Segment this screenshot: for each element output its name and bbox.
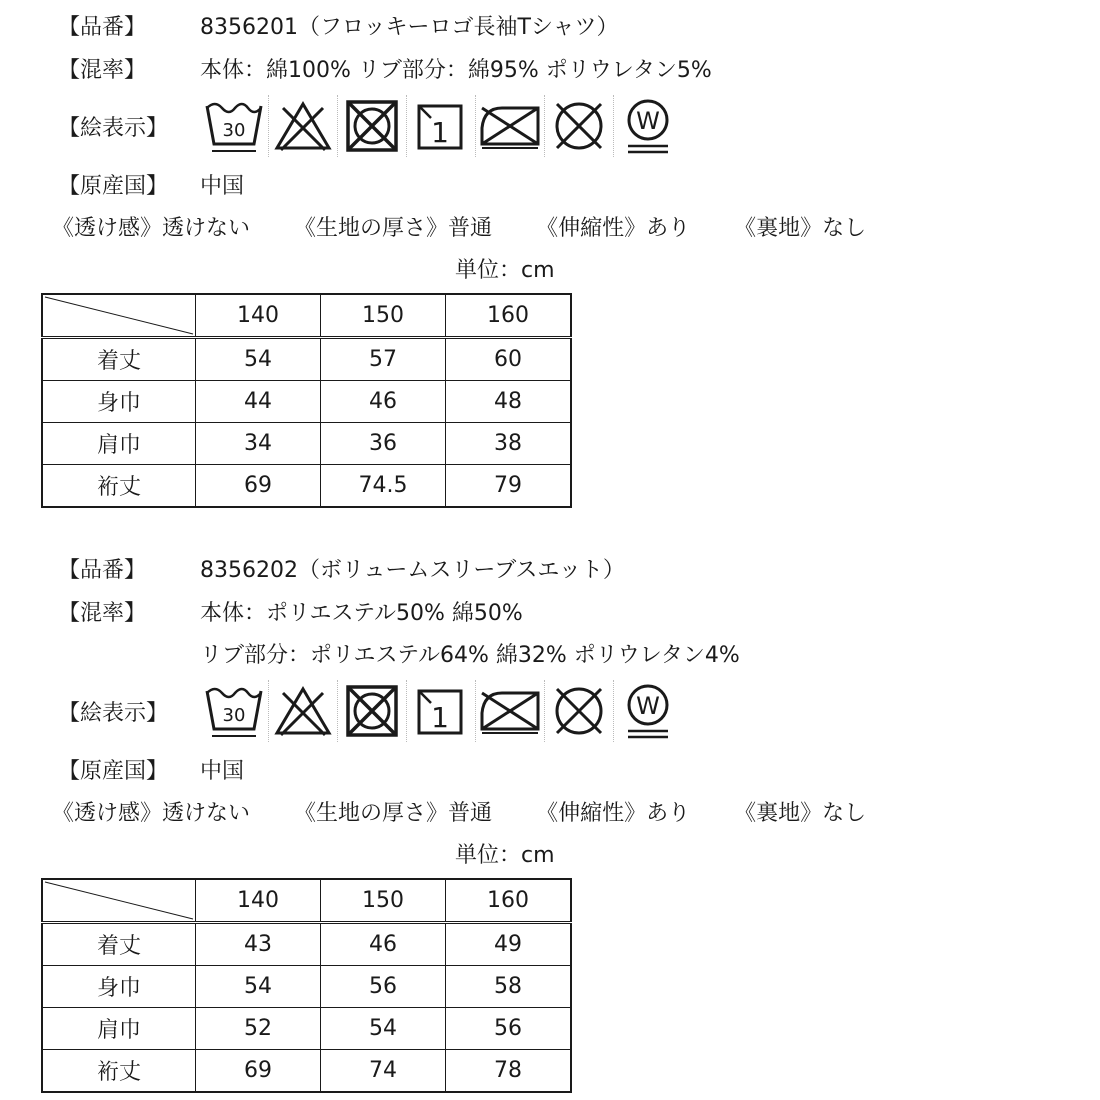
wash-30-icon: [200, 680, 268, 742]
row-label: 裄丈: [42, 465, 196, 508]
wet-clean-letter: W: [636, 107, 660, 135]
table-row: [42, 338, 571, 381]
size-col-140: 140: [196, 294, 321, 338]
care-icons: [200, 95, 682, 157]
table-cell: 74: [321, 1050, 446, 1093]
origin-value: 中国: [200, 759, 245, 784]
see-through-label: 《透け感》: [52, 216, 163, 241]
table-cell: 38: [446, 423, 572, 465]
size-table: [41, 878, 572, 1093]
row-label: 肩巾: [42, 1008, 196, 1050]
line-dry-number: 1: [431, 116, 449, 149]
table-cell: 56: [446, 1008, 572, 1050]
material-label: 【混率】: [58, 58, 147, 83]
table-cell: 57: [321, 338, 446, 381]
thickness-value: 普通: [448, 216, 493, 241]
material-label: 【混率】: [58, 601, 147, 626]
row-label: 肩巾: [42, 423, 196, 465]
no-tumble-dry-icon: [337, 680, 406, 742]
table-cell: 74.5: [321, 465, 446, 508]
table-row: [42, 923, 571, 966]
table-cell: 69: [196, 1050, 321, 1093]
table-cell: 52: [196, 1008, 321, 1050]
wash-temp-text: 30: [222, 120, 246, 141]
table-cell: 54: [321, 1008, 446, 1050]
care-label: 【絵表示】: [58, 701, 169, 726]
see-through-value: 透けない: [162, 216, 251, 241]
no-dry-clean-icon: [544, 680, 613, 742]
size-table: [41, 293, 572, 508]
row-label: 着丈: [42, 338, 196, 381]
row-label: 身巾: [42, 381, 196, 423]
table-row: [42, 1008, 571, 1050]
care-label: 【絵表示】: [58, 116, 169, 141]
origin-label: 【原産国】: [58, 759, 169, 784]
care-icons: [200, 680, 682, 742]
table-cell: 58: [446, 966, 572, 1008]
table-row: [42, 381, 571, 423]
table-cell: 43: [196, 923, 321, 966]
product-block-2: [0, 543, 1100, 1093]
table-cell: 48: [446, 381, 572, 423]
material-line-1: 本体：綿100% リブ部分：綿95% ポリウレタン5%: [200, 58, 712, 83]
row-label: 裄丈: [42, 1050, 196, 1093]
origin-label: 【原産国】: [58, 174, 169, 199]
table-cell: 46: [321, 923, 446, 966]
wash-30-icon: [200, 95, 268, 157]
table-row: [42, 423, 571, 465]
size-col-160: 160: [446, 879, 572, 923]
line-dry-icon: [406, 95, 475, 157]
item-no-label: 【品番】: [58, 15, 147, 40]
unit-label: 単位：cm: [455, 843, 555, 868]
lining-label: 《裏地》: [734, 801, 823, 826]
size-col-140: 140: [196, 879, 321, 923]
unit-label: 単位：cm: [455, 258, 555, 283]
material-line-1: 本体：ポリエステル50% 綿50%: [200, 601, 523, 626]
diagonal-line: [43, 295, 195, 336]
size-col-150: 150: [321, 879, 446, 923]
thickness-value: 普通: [448, 801, 493, 826]
thickness-label: 《生地の厚さ》: [294, 801, 449, 826]
table-row: [42, 1050, 571, 1093]
table-row: [42, 966, 571, 1008]
item-no-label: 【品番】: [58, 558, 147, 583]
size-table-header: [42, 294, 571, 338]
thickness-label: 《生地の厚さ》: [294, 216, 449, 241]
diagonal-line: [43, 880, 195, 921]
table-cell: 44: [196, 381, 321, 423]
table-cell: 54: [196, 966, 321, 1008]
fabric-properties: [52, 214, 866, 244]
size-col-160: 160: [446, 294, 572, 338]
table-cell: 54: [196, 338, 321, 381]
no-bleach-icon: [268, 95, 337, 157]
no-bleach-icon: [268, 680, 337, 742]
stretch-value: あり: [646, 801, 691, 826]
no-tumble-dry-icon: [337, 95, 406, 157]
stretch-label: 《伸縮性》: [536, 801, 647, 826]
item-no-value: 8356202（ボリュームスリーブスエット）: [200, 558, 625, 583]
see-through-value: 透けない: [162, 801, 251, 826]
lining-value: なし: [822, 801, 867, 826]
table-cell: 79: [446, 465, 572, 508]
see-through-label: 《透け感》: [52, 801, 163, 826]
corner-cell: [42, 879, 196, 923]
size-table-header: [42, 879, 571, 923]
table-cell: 36: [321, 423, 446, 465]
wet-clean-letter: W: [636, 692, 660, 720]
table-cell: 46: [321, 381, 446, 423]
lining-value: なし: [822, 216, 867, 241]
line-dry-number: 1: [431, 701, 449, 734]
table-cell: 56: [321, 966, 446, 1008]
material-line-2: リブ部分：ポリエステル64% 綿32% ポリウレタン4%: [200, 643, 740, 668]
stretch-value: あり: [646, 216, 691, 241]
origin-value: 中国: [200, 174, 245, 199]
wet-clean-icon: [613, 95, 682, 157]
wet-clean-icon: [613, 680, 682, 742]
wash-temp-text: 30: [222, 705, 246, 726]
table-row: [42, 465, 571, 508]
table-cell: 60: [446, 338, 572, 381]
line-dry-icon: [406, 680, 475, 742]
table-cell: 78: [446, 1050, 572, 1093]
row-label: 身巾: [42, 966, 196, 1008]
stretch-label: 《伸縮性》: [536, 216, 647, 241]
fabric-properties: [52, 799, 866, 829]
lining-label: 《裏地》: [734, 216, 823, 241]
no-dry-clean-icon: [544, 95, 613, 157]
table-cell: 34: [196, 423, 321, 465]
size-col-150: 150: [321, 294, 446, 338]
item-no-value: 8356201（フロッキーロゴ長袖Tシャツ）: [200, 15, 619, 40]
low-iron-icon: [475, 680, 544, 742]
low-iron-icon: [475, 95, 544, 157]
corner-cell: [42, 294, 196, 338]
table-cell: 49: [446, 923, 572, 966]
table-cell: 69: [196, 465, 321, 508]
row-label: 着丈: [42, 923, 196, 966]
